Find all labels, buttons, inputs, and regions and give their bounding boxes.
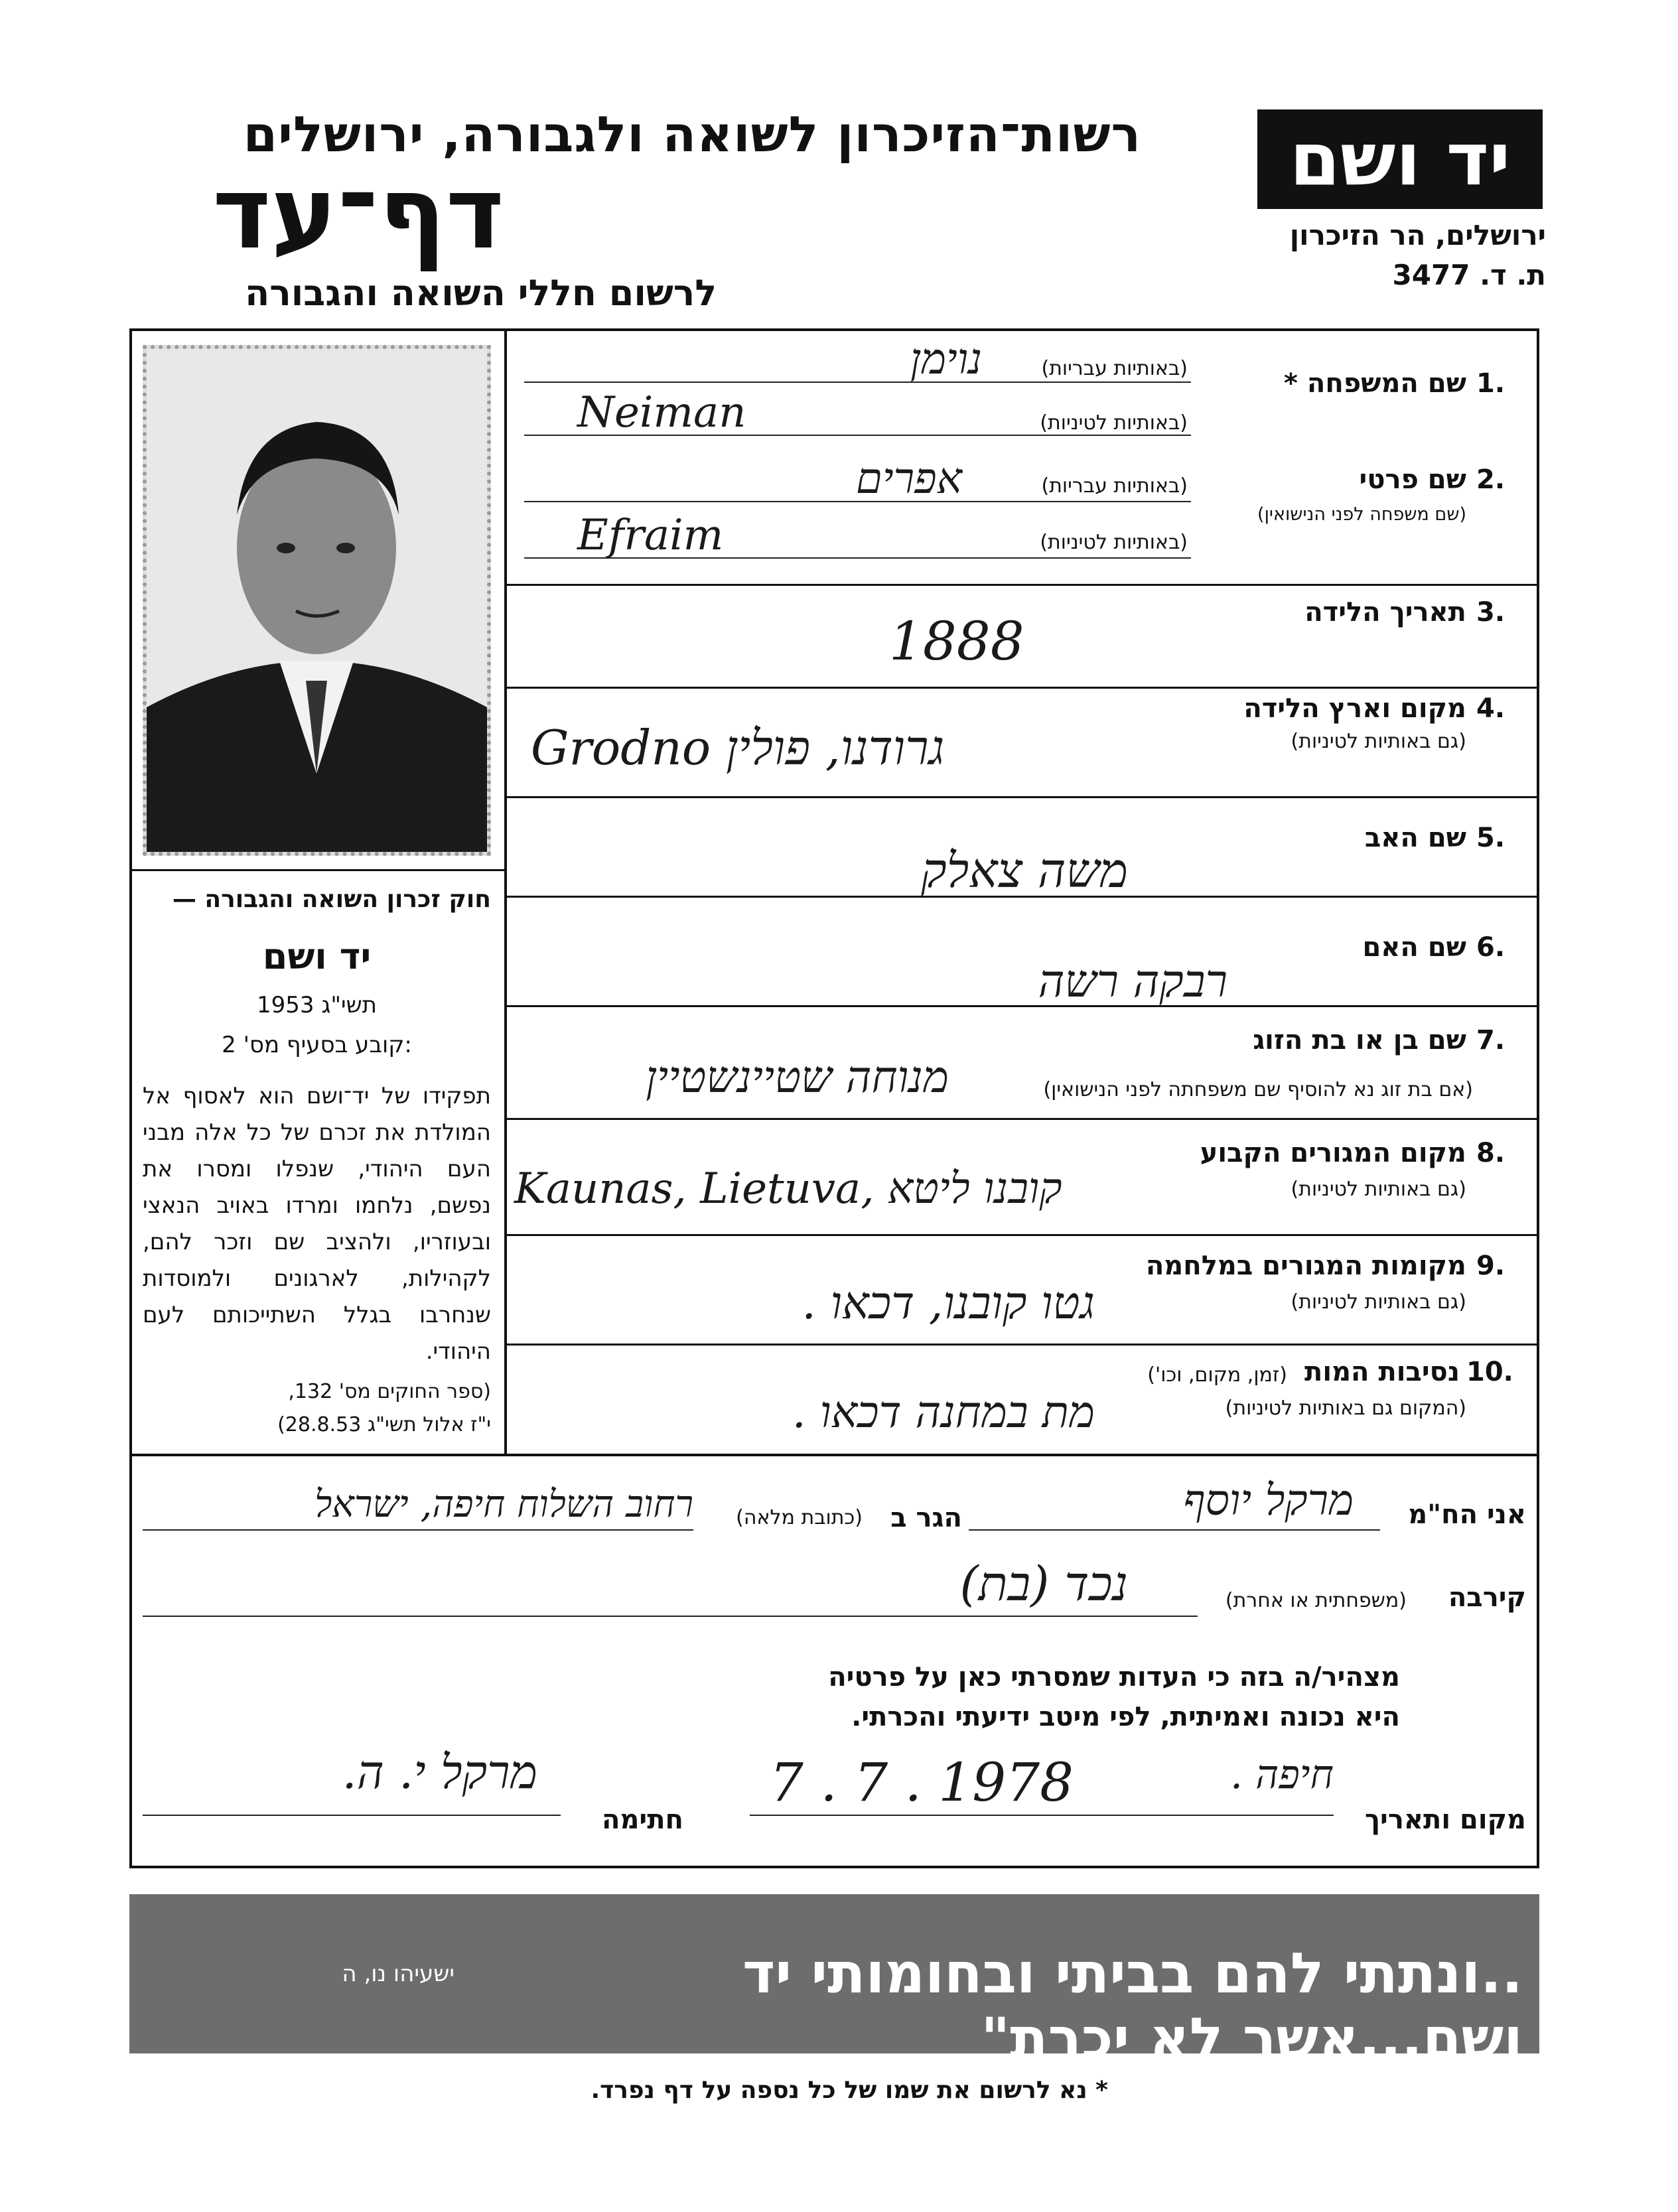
field-num: 2. — [1476, 464, 1505, 495]
footnote: * נא לרשום את שמו של כל נספה על דף נפרד. — [591, 2077, 1108, 2104]
relation-label: קירבה — [1448, 1582, 1526, 1613]
field-label: שם האב — [1364, 823, 1466, 853]
spouse-name-input[interactable]: מנוחה שטיינשטיין — [646, 1052, 949, 1103]
row-divider — [507, 796, 1537, 798]
father-name-input[interactable]: משה צאלק — [921, 843, 1128, 898]
address-input[interactable]: רחוב השלוח חיפה, ישראל — [315, 1483, 693, 1526]
relation-input[interactable]: נכד (בת) — [959, 1556, 1128, 1612]
row-divider — [507, 1234, 1537, 1236]
field-num: 5. — [1476, 823, 1505, 853]
law-ref-2: י"ז אלול תשי"ג 28.8.53) — [277, 1413, 491, 1436]
field-label: מקום המגורים הקבוע — [1200, 1138, 1466, 1168]
family-name-latin-input[interactable]: Neiman — [577, 388, 746, 437]
field-sub: (שם משפחה לפני הנישואין) — [1257, 504, 1466, 525]
field-sub: (גם באותיות לטיניות) — [1291, 1290, 1466, 1314]
field-num: 4. — [1476, 693, 1505, 724]
field-sub: (המקום גם באותיות לטיניות) — [1225, 1397, 1466, 1420]
field-hint: (באותיות לטיניות) — [1040, 411, 1188, 435]
law-text: תפקידו של יד־ושם הוא לאסוף אל המולדת את זכרם של כל אלה מבני העם היהודי, שנפלו ומסרו את נפשם, נלחמו ומרדו באויב הנאצי ובעוזריו, ולהציב שם וזכר להם, לקהילות, לארגונים ולמוסדות שנחרבו בגלל השתייכותם לעם היהודי. — [143, 1083, 491, 1365]
row-divider — [507, 1118, 1537, 1120]
address: ירושלים, הר הזיכרון — [1289, 219, 1546, 251]
permanent-residence-input[interactable]: Kaunas, Lietuva, קובנו ליטא — [514, 1164, 1062, 1213]
law-clause: קובע בסעיף מס' 2: — [222, 1032, 412, 1058]
statement-line-1: מצהיר/ה בזה כי העדות שמסרתי כאן על פרטיה — [828, 1662, 1400, 1693]
field-num: 6. — [1476, 932, 1505, 963]
first-name-hebrew-input[interactable]: אפרים — [855, 454, 962, 504]
form-title: דף־עד — [212, 156, 504, 271]
date-input[interactable]: 7 . 7 . 1978 — [770, 1752, 1074, 1813]
place-input[interactable]: חיפה . — [1230, 1752, 1334, 1798]
quote-banner — [129, 1894, 1539, 2071]
death-circumstances-input[interactable]: מת במחנה דכאו . — [792, 1387, 1095, 1438]
row-divider — [507, 1344, 1537, 1346]
law-ref-1: (ספר החוקים מס' 132, — [288, 1380, 491, 1403]
law-heading: חוק זכרון השואה והגבורה — — [172, 886, 491, 913]
field-sub: (גם באותיות לטיניות) — [1291, 1178, 1466, 1201]
place-date-label: מקום ותאריך — [1364, 1805, 1526, 1835]
first-name-latin-input[interactable]: Efraim — [577, 511, 724, 560]
family-name-hebrew-input[interactable]: נוימן — [910, 335, 982, 384]
field-label: שם בן או בת הזוג — [1253, 1025, 1466, 1056]
field-sub: (אם בת זוג נא להוסיף שם משפחתה לפני הנישואין) — [1043, 1078, 1473, 1101]
birth-date-input[interactable]: 1888 — [889, 610, 1024, 672]
portrait-photo — [143, 345, 491, 856]
field-hint: (באותיות לטיניות) — [1040, 531, 1188, 554]
declarant-name-input[interactable]: מרקל יוסף — [1183, 1476, 1354, 1525]
resides-label: הגר ב — [890, 1503, 962, 1533]
banner-source: ישעיהו נו, ה — [342, 1961, 454, 1987]
portrait-icon — [147, 349, 487, 852]
field-label: שם המשפחה * — [1284, 368, 1466, 399]
address-hint: (כתובת מלאה) — [736, 1506, 863, 1529]
banner-quote: ..ונתתי להם בביתי ובחומותי יד ושם...אשר לא יכרת" — [742, 1941, 1523, 2071]
field-label: מקום וארץ הלידה — [1243, 693, 1466, 724]
po-box: ת. ד. 3477 — [1392, 259, 1546, 291]
signature-input[interactable]: מרקל י. ה. — [342, 1745, 537, 1799]
relation-hint: (משפחתית או אחרת) — [1225, 1589, 1407, 1612]
field-hint: (באותיות עבריות) — [1041, 357, 1188, 380]
law-year: תשי"ג 1953 — [256, 992, 378, 1018]
signature-label: חתימה — [601, 1805, 683, 1835]
birth-place-input[interactable]: Grodno גרודנו, פולין — [531, 720, 945, 776]
row-divider — [507, 687, 1537, 689]
field-num: 3. — [1476, 597, 1505, 628]
form-subtitle: לרשום חללי השואה והגבורה — [245, 272, 717, 314]
photo-divider — [132, 869, 504, 871]
field-label: תאריך הלידה — [1304, 597, 1466, 628]
wartime-residence-input[interactable]: גטו קובנו, דכאו . — [802, 1277, 1095, 1330]
field-label: שם פרטי — [1359, 464, 1466, 495]
field-label: מקומות המגורים במלחמה — [1145, 1251, 1466, 1281]
field-hint: (באותיות עבריות) — [1041, 474, 1188, 498]
authority-title: רשות־הזיכרון לשואה ולגבורה, ירושלים — [243, 106, 1141, 163]
field-label: נסיבות המות — [1304, 1357, 1460, 1387]
declarant-label: אני הח"מ — [1408, 1499, 1526, 1530]
column-divider — [504, 328, 507, 1456]
law-name: יד ושם — [262, 935, 372, 977]
row-divider — [507, 584, 1537, 586]
yad-vashem-logo: יד ושם — [1257, 109, 1543, 209]
mother-name-input[interactable]: רבקה רשה — [1038, 955, 1227, 1008]
field-num: 7. — [1476, 1025, 1505, 1056]
field-label: שם האם — [1362, 932, 1466, 963]
field-sub: (גם באותיות לטיניות) — [1291, 730, 1466, 753]
statement-line-2: היא נכונה ואמיתית, לפי מיטב ידיעתי והכרתי. — [851, 1702, 1400, 1732]
field-num: 8. — [1476, 1138, 1505, 1168]
field-num: 9. — [1476, 1251, 1505, 1281]
field-num: 1. — [1476, 368, 1505, 399]
field-num: 10. — [1466, 1357, 1513, 1387]
field-hint: (זמן, מקום, וכו') — [1147, 1363, 1287, 1387]
